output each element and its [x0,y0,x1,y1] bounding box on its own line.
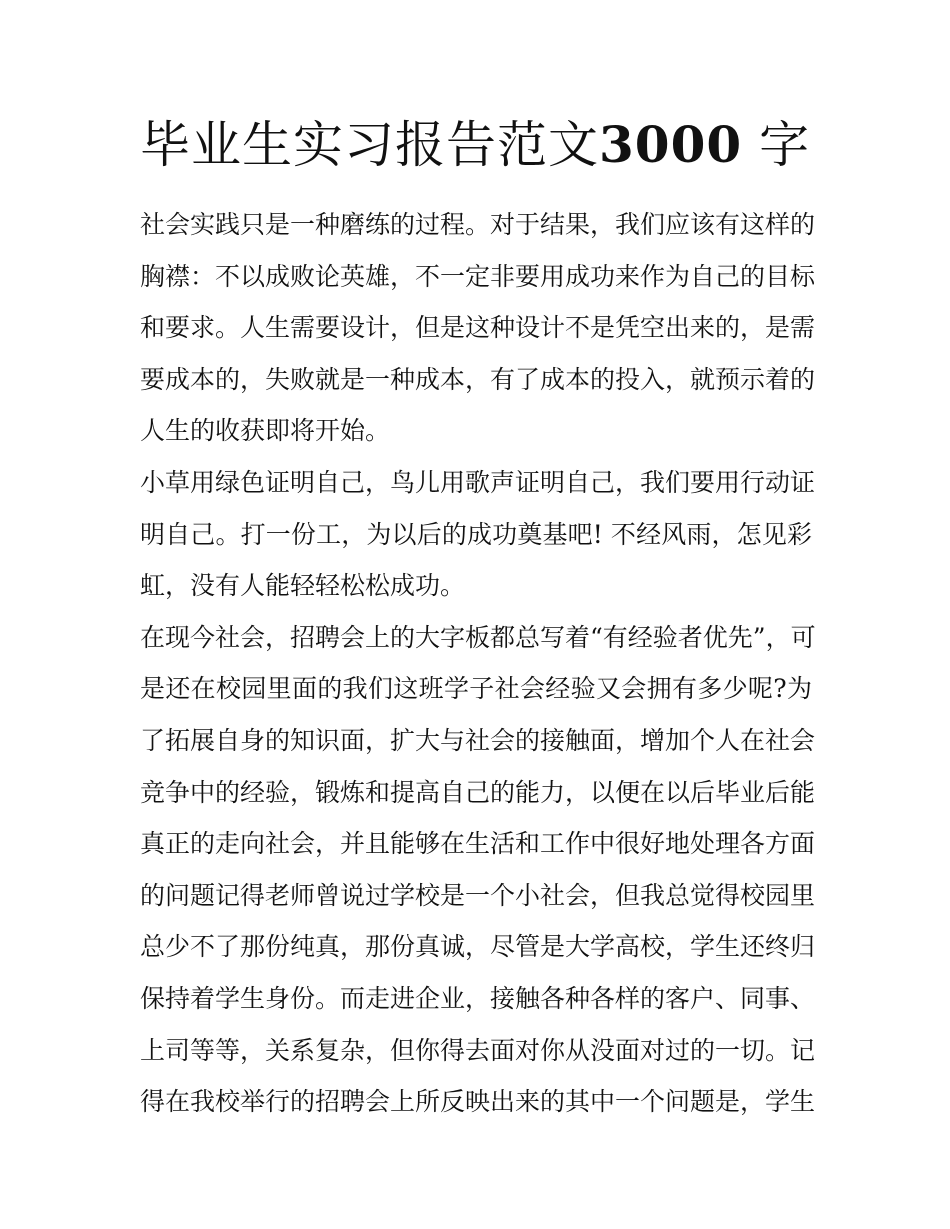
text-line: 得在我校举行的招聘会上所反映出来的其中一个问题是，学生 [140,1087,816,1117]
text-line: 了拓展自身的知识面，扩大与社会的接触面，增加个人在社会 [140,725,816,755]
text-line: 要成本的，失败就是一种成本，有了成本的投入，就预示着的 [140,364,816,394]
text-line: 的问题记得老师曾说过学校是一个小社会，但我总觉得校园里 [140,880,816,910]
title-number: 3000 [599,115,743,174]
page-title [140,112,820,178]
text-line: 明自己。打一份工，为以后的成功奠基吧! 不经风雨，怎见彩 [140,519,812,549]
text-line: 竞争中的经验，锻炼和提高自己的能力，以便在以后毕业后能 [140,777,816,807]
document-body [140,199,816,1128]
text-line: 和要求。人生需要设计，但是这种设计不是凭空出来的，是需 [140,313,816,343]
text-line: 上司等等，关系复杂，但你得去面对你从没面对过的一切。记 [140,1035,816,1065]
text-line: 社会实践只是一种磨练的过程。对于结果，我们应该有这样的 [140,210,816,239]
text-line: 总少不了那份纯真，那份真诚，尽管是大学高校，学生还终归 [140,932,816,962]
text-line: 保持着学生身份。而走进企业，接触各种各样的客户、同事、 [140,983,816,1013]
text-line: 虹，没有人能轻轻松松成功。 [140,571,466,601]
text-line: 是还在校园里面的我们这班学子社会经验又会拥有多少呢?为 [140,674,812,704]
text-line: 真正的走向社会，并且能够在生活和工作中很好地处理各方面 [140,829,816,859]
text-line: 人生的收获即将开始。 [140,416,391,446]
text-line: 在现今社会，招聘会上的大字板都总写着“有经验者优先”，可 [140,622,816,652]
text-line: 小草用绿色证明自己，鸟儿用歌声证明自己，我们要用行动证 [140,467,816,497]
title-prefix: 毕业生实习报告范文 [140,116,599,174]
title-suffix: 字 [759,116,811,174]
text-line: 胸襟：不以成败论英雄，不一定非要用成功来作为自己的目标 [140,261,816,291]
